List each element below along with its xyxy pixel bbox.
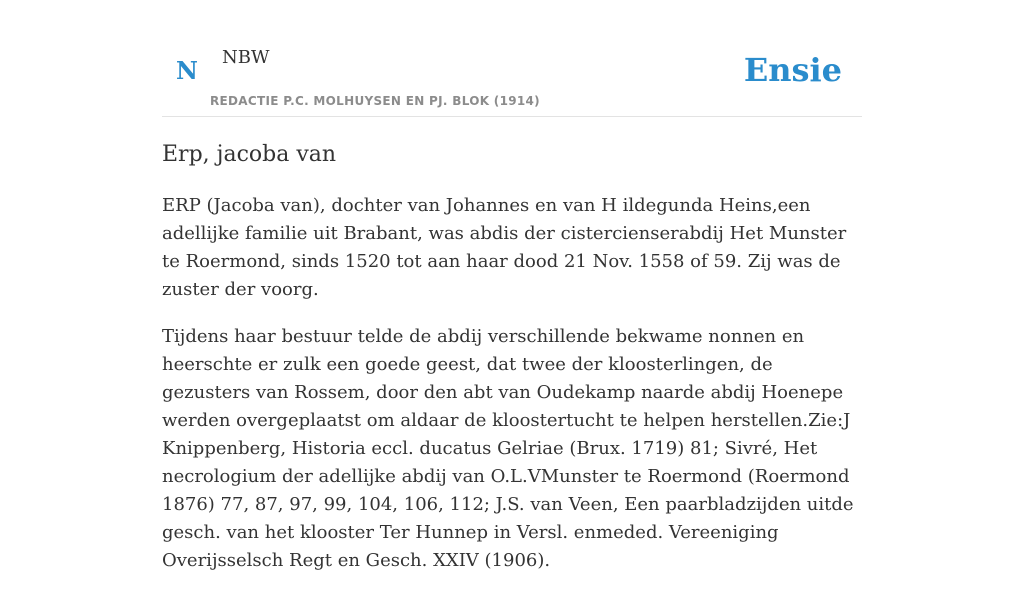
article-paragraph: Tijdens haar bestuur telde de abdij verschillende bekwame nonnen en heerschte er zulk een goede geest, dat twee der kloosterlingen, de gezusters van Rossem, door den abt van Oudekamp naarde abdij Hoenepe werden overgeplaatst om aldaar de kloostertucht te helpen herstellen.Zie:J Knippenberg, Historia eccl. ducatus Gelriae (Brux. 1719) 81; Sivré, Het necrologium der adellijke abdij van O.L.VMunster te Roermond (Roermond 1876) 77, 87, 97, 99, 104, 106, 112; J.S. van Veen, Een paarbladzijden uitde gesch. van het klooster Ter Hunnep in Versl. enmeded. Vereeniging Overijsselsch Regt en Gesch. XXIV (1906). (162, 326, 854, 571)
source-name[interactable]: NBW (222, 47, 270, 68)
brand-logo[interactable]: Ensie (743, 51, 842, 89)
article-body (162, 192, 862, 594)
source-header (162, 0, 862, 117)
article-paragraph: ERP (Jacoba van), dochter van Johannes en van H ildegunda Heins,een adellijke familie uit Brabant, was abdis der cistercienserabdij Het Munster te Roermond, sinds 1520 tot aan haar dood 21 Nov. 1558 of 59. Zij was de zuster der voorg. (162, 195, 847, 300)
source-logo[interactable]: N (176, 56, 198, 85)
article-title: Erp, jacoba van (162, 142, 337, 167)
source-subtitle: REDACTIE P.C. MOLHUYSEN EN PJ. BLOK (1914) (210, 94, 540, 108)
